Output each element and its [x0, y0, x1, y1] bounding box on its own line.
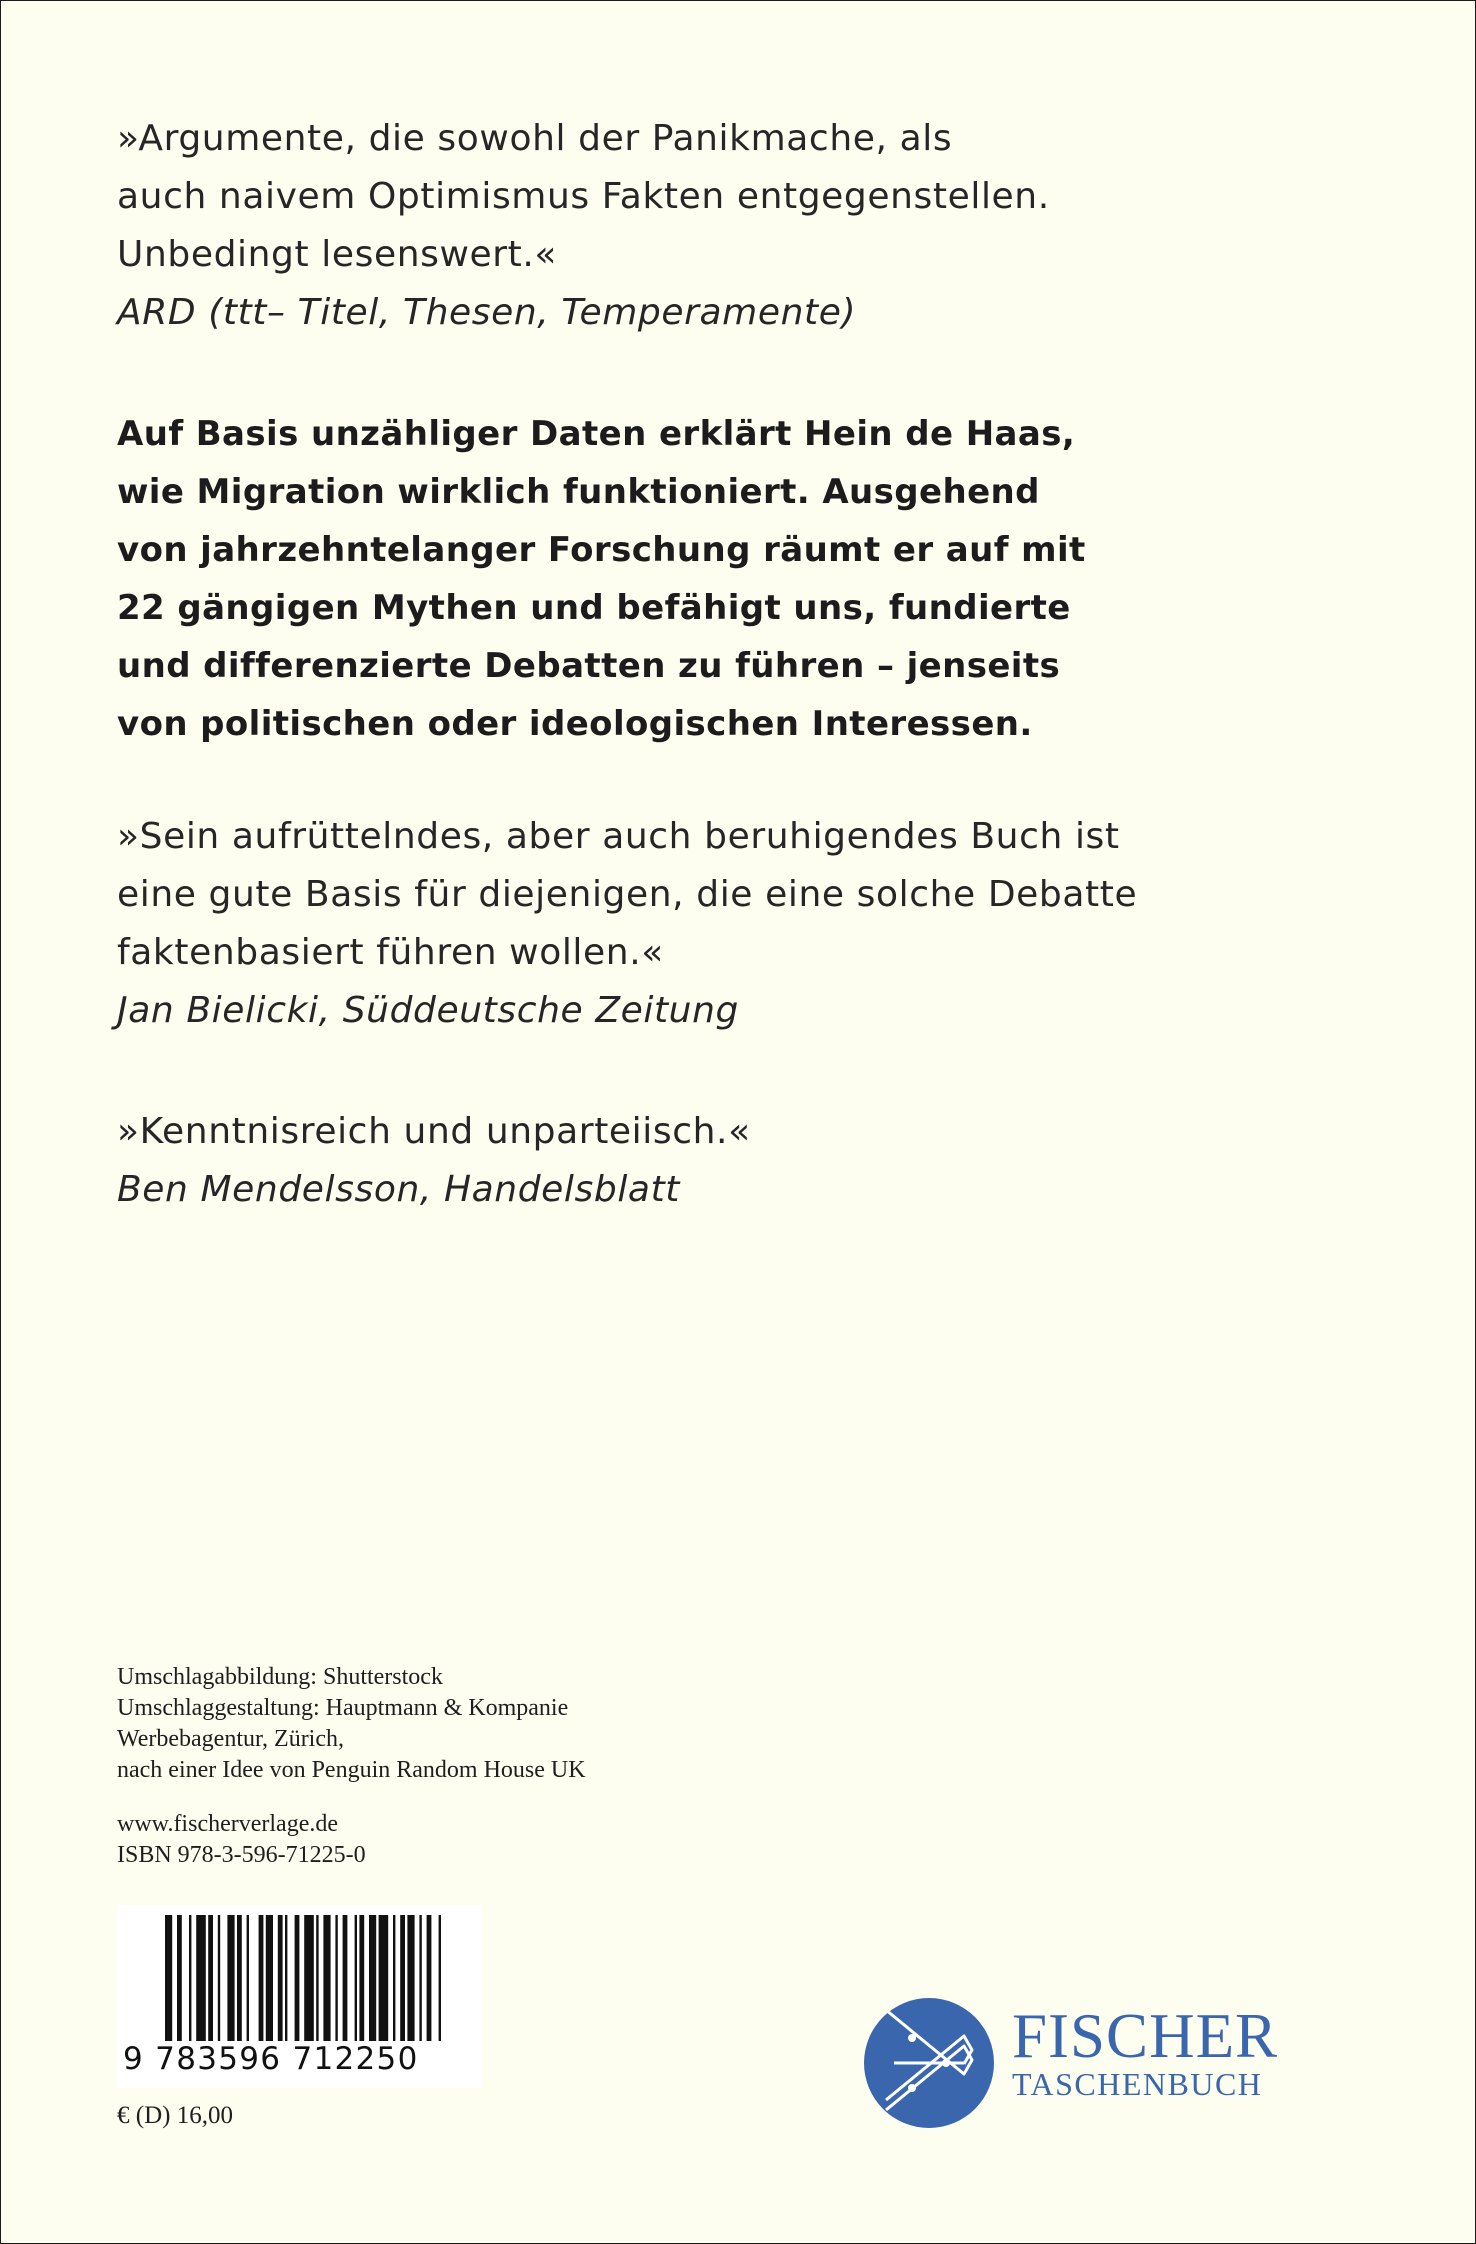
website-url: www.fischerverlage.de	[117, 1811, 339, 1837]
barcode-bar	[379, 1915, 389, 2041]
barcode-bar	[335, 1915, 337, 2041]
credit-line: Werbebagentur, Zürich,	[117, 1726, 345, 1752]
barcode-bar	[266, 1915, 273, 2041]
barcode-bar	[189, 1915, 191, 2041]
barcode-bar	[369, 1915, 376, 2041]
book-blurb	[117, 405, 1297, 753]
barcode	[117, 1905, 482, 2088]
credit-line: nach einer Idee von Penguin Random House UK	[117, 1757, 586, 1783]
barcode-bar	[407, 1915, 414, 2041]
quote-line: Unbedingt lesenswert.«	[117, 234, 558, 275]
blurb-line: 22 gängigen Mythen und befähigt uns, fundierte	[117, 588, 1071, 628]
blurb-line: von jahrzehntelanger Forschung räumt er auf mit	[117, 530, 1086, 570]
barcode-bar	[247, 1915, 249, 2041]
barcode-bar	[343, 1915, 348, 2041]
quote-source: Ben Mendelsson, Handelsblatt	[117, 1169, 681, 1210]
barcode-bar	[165, 1915, 172, 2041]
quote-source: Jan Bielicki, Süddeutsche Zeitung	[117, 990, 739, 1031]
quote-line: faktenbasiert führen wollen.«	[117, 932, 664, 973]
barcode-bar	[304, 1915, 314, 2041]
barcode-bar	[227, 1915, 234, 2041]
blurb-line: von politischen oder ideologischen Interessen.	[117, 704, 1033, 744]
barcode-bar	[295, 1915, 300, 2041]
barcode-bar	[237, 1915, 242, 2041]
barcode-bar	[177, 1915, 182, 2041]
quote-line: auch naivem Optimismus Fakten entgegenstellen.	[117, 176, 1050, 217]
barcode-bar	[259, 1915, 264, 2041]
price: € (D) 16,00	[117, 2102, 233, 2129]
barcode-bar	[400, 1915, 405, 2041]
barcode-bar	[359, 1915, 364, 2041]
barcode-bar	[419, 1915, 421, 2041]
credit-line: Umschlagabbildung: Shutterstock	[117, 1664, 443, 1690]
barcode-bar	[393, 1915, 395, 2041]
review-quote-handelsblatt	[117, 1103, 1297, 1219]
barcode-bars	[117, 1905, 482, 2045]
barcode-bar	[196, 1915, 206, 2041]
barcode-bar	[218, 1915, 220, 2041]
barcode-bar	[439, 1915, 441, 2041]
fischer-fish-logo-icon	[864, 1998, 994, 2128]
review-quote-ard	[117, 110, 1297, 342]
quote-line: »Sein aufrüttelndes, aber auch beruhigendes Buch ist	[117, 816, 1120, 857]
publisher-name: FISCHER	[1012, 2001, 1279, 2071]
barcode-bar	[316, 1915, 318, 2041]
blurb-line: Auf Basis unzähliger Daten erklärt Hein de Haas,	[117, 414, 1076, 454]
credit-line: Umschlaggestaltung: Hauptmann & Kompanie	[117, 1695, 569, 1721]
barcode-bar	[278, 1915, 283, 2041]
barcode-bar	[323, 1915, 330, 2041]
barcode-bar	[355, 1915, 357, 2041]
publisher-logo	[1012, 2001, 1279, 2102]
blurb-line: wie Migration wirklich funktioniert. Ausgehend	[117, 472, 1040, 512]
isbn-number: ISBN 978-3-596-71225-0	[117, 1842, 366, 1868]
cover-credits	[117, 1662, 817, 1786]
quote-source: ARD (ttt– Titel, Thesen, Temperamente)	[117, 292, 857, 333]
quote-line: eine gute Basis für diejenigen, die eine solche Debatte	[117, 874, 1138, 915]
barcode-bar	[427, 1915, 432, 2041]
blurb-line: und differenzierte Debatten zu führen – jenseits	[117, 646, 1061, 686]
publisher-info	[117, 1809, 366, 1871]
review-quote-sz	[117, 808, 1297, 1040]
barcode-bar	[285, 1915, 287, 2041]
quote-line: »Kenntnisreich und unparteiisch.«	[117, 1111, 751, 1152]
quote-line: »Argumente, die sowohl der Panikmache, als	[117, 118, 953, 159]
barcode-bar	[208, 1915, 213, 2041]
barcode-digits: 9 783596 712250	[123, 2041, 419, 2077]
publisher-imprint: TASCHENBUCH	[1012, 2066, 1263, 2102]
